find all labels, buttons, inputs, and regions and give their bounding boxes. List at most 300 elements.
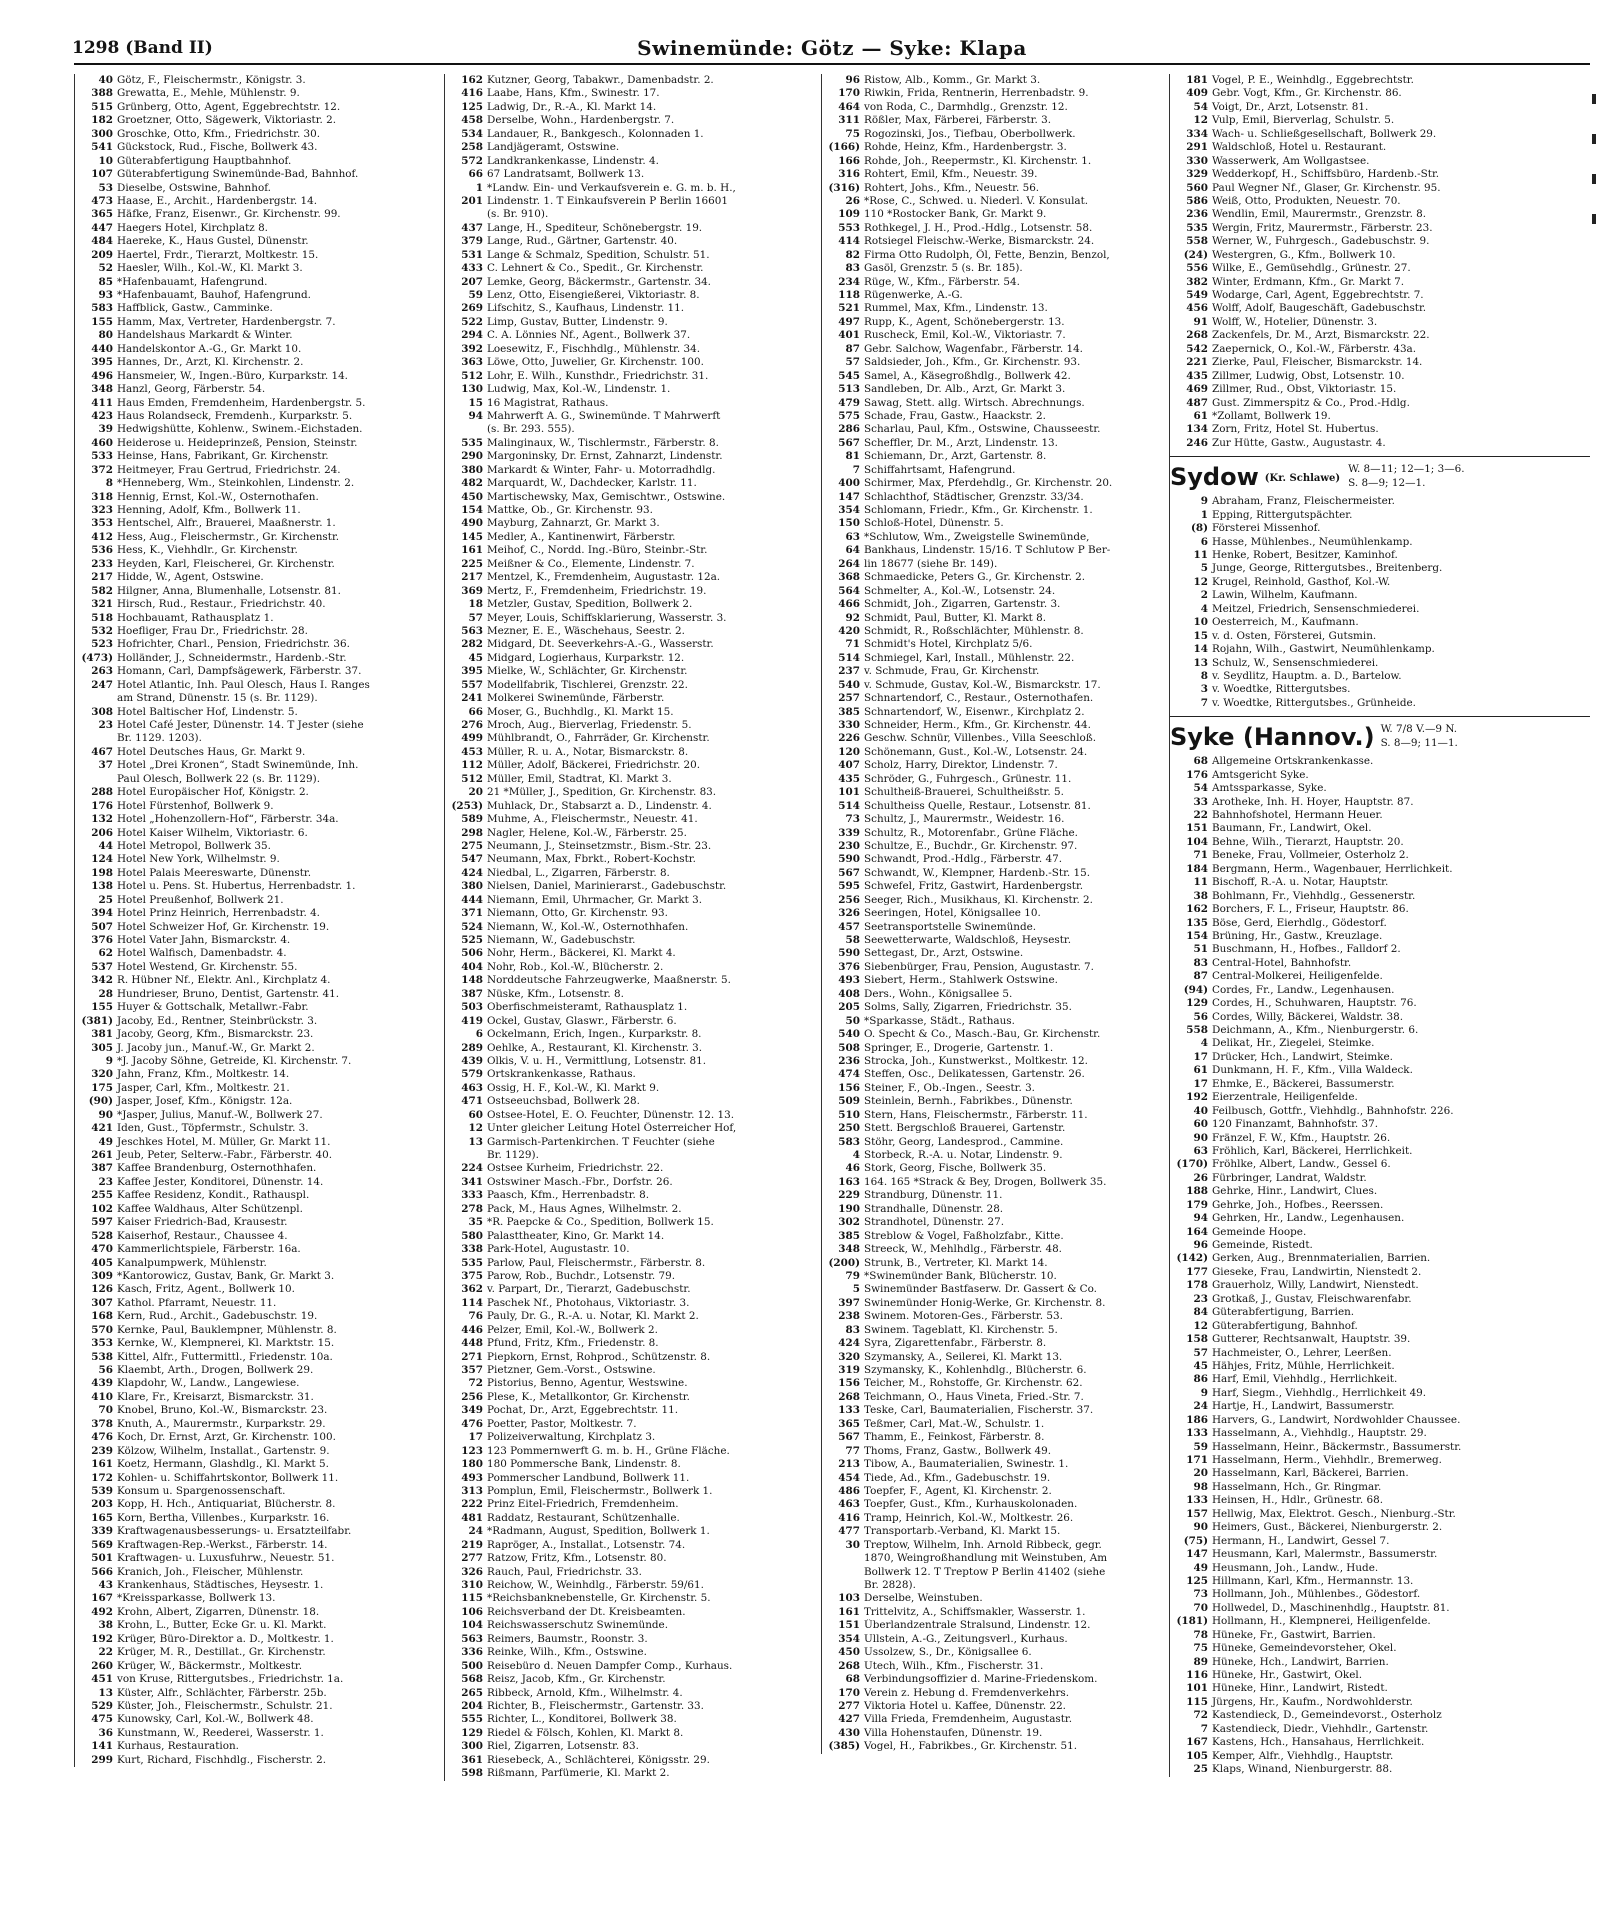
directory-entry [822, 397, 1165, 410]
phone-number: 305 [91, 1041, 113, 1054]
entry-text: Garmisch-Partenkirchen. T Feuchter (siehe [487, 1135, 715, 1148]
directory-entry [75, 128, 440, 141]
directory-entry [1170, 1239, 1590, 1252]
phone-number: 45 [468, 651, 483, 664]
directory-entry [1170, 1642, 1590, 1655]
phone-number: 290 [461, 450, 483, 463]
directory-entry [75, 732, 440, 745]
phone-number: 165 [91, 1511, 113, 1524]
directory-entry [1170, 1199, 1590, 1212]
directory-entry [445, 1068, 817, 1081]
entry-text: Streblow & Vogel, Faßholzfabr., Kitte. [864, 1229, 1064, 1242]
phone-number: 330 [1186, 154, 1208, 167]
directory-entry [75, 1525, 440, 1538]
directory-entry [822, 1243, 1165, 1256]
phone-number: 96 [1193, 1239, 1208, 1251]
phone-number: 58 [845, 934, 860, 946]
phone-number: 217 [461, 571, 483, 584]
entry-text: v. Schmude, Gustav, Kol.-W., Bismarckstr. 17. [864, 678, 1101, 691]
phone-number: 164 [1186, 1225, 1208, 1238]
phone-number: 11 [1193, 549, 1208, 561]
entry-text: Hess, K., Viehhdlr., Gr. Kirchenstr. [117, 544, 298, 557]
entry-text: Ristow, Alb., Komm., Gr. Markt 3. [864, 74, 1041, 86]
directory-entry [445, 961, 817, 974]
entry-text: Brüning, Hr., Gastw., Kreuzlage. [1212, 929, 1383, 942]
entry-text: Pfund, Fritz, Kfm., Friedenstr. 8. [487, 1337, 659, 1350]
entry-text: 120 Finanzamt, Bahnhofstr. 37. [1212, 1118, 1379, 1131]
directory-entry [75, 1351, 440, 1364]
directory-entry [445, 302, 817, 315]
directory-entry [75, 1364, 440, 1377]
phone-number: 409 [1186, 87, 1208, 100]
directory-entry [822, 1297, 1165, 1310]
entry-text: Tramp, Heinrich, Kol.-W., Moltkestr. 26. [864, 1511, 1074, 1524]
entry-text: Tibow, A., Baumaterialien, Swinestr. 1. [864, 1458, 1069, 1471]
entry-text: Strunk, B., Vertreter, Kl. Markt 14. [864, 1256, 1048, 1269]
directory-entry [1170, 222, 1590, 235]
directory-entry [822, 1700, 1165, 1713]
directory-entry [445, 1713, 817, 1726]
phone-number: 512 [461, 369, 483, 382]
edge-mark [1592, 94, 1596, 104]
phone-number: 451 [91, 1673, 113, 1686]
phone-number: 125 [461, 100, 483, 113]
entry-text: Grünberg, Otto, Agent, Eggebrechtstr. 12. [117, 100, 341, 113]
directory-entry [1170, 1709, 1590, 1722]
directory-entry [75, 1109, 440, 1122]
entry-text: Kittel, Alfr., Futtermittl., Friedenstr. 10a. [117, 1350, 333, 1363]
directory-entry [1170, 1185, 1590, 1198]
entry-text: Wendlin, Emil, Maurermstr., Grenzstr. 8. [1212, 208, 1427, 221]
entry-text: Teicher, M., Rohstoffe, Gr. Kirchenstr. 62. [864, 1377, 1083, 1390]
directory-entry [445, 1485, 817, 1498]
phone-number: (24) [1183, 248, 1208, 261]
directory-entry [75, 504, 440, 517]
phone-number: 130 [461, 383, 483, 396]
phone-number: 188 [1186, 1185, 1208, 1198]
directory-entry [822, 1539, 1165, 1552]
entry-text: Harvers, G., Landwirt, Nordwohlder Chaussee. [1212, 1413, 1461, 1426]
directory-entry [822, 880, 1165, 893]
phone-number: 66 [468, 168, 483, 181]
directory-entry [822, 638, 1165, 651]
entry-text: Nielsen, Daniel, Marinierarst., Gadebuschstr. [487, 880, 727, 893]
directory-entry [445, 1633, 817, 1646]
phone-number: 114 [461, 1296, 483, 1309]
phone-number: 56 [98, 1364, 113, 1376]
directory-entry [75, 1283, 440, 1296]
entry-text: Ludwig, Max, Kol.-W., Lindenstr. 1. [487, 383, 671, 396]
phone-number: 528 [91, 1229, 113, 1242]
entry-text: *J. Jacoby Söhne, Getreide, Kl. Kirchenstr. 7. [117, 1054, 352, 1067]
directory-entry [75, 692, 440, 705]
directory-entry [445, 1257, 817, 1270]
phone-number: 141 [91, 1740, 113, 1753]
phone-number: 547 [461, 853, 483, 866]
directory-entry [1170, 1548, 1590, 1561]
directory-entry [75, 1498, 440, 1511]
directory-entry [1170, 796, 1590, 809]
entry-text: Bollwerk 12. T Treptow P Berlin 41402 (siehe [864, 1565, 1106, 1578]
entry-text: Zierke, Paul, Fleischer, Bismarckstr. 14. [1212, 356, 1423, 369]
phone-number: 70 [1193, 1601, 1208, 1614]
directory-entry [445, 1055, 817, 1068]
phone-number: 536 [91, 544, 113, 557]
entry-text: Richter, L., Konditorei, Bollwerk 38. [487, 1713, 677, 1726]
phone-number: 440 [91, 342, 113, 355]
directory-entry [445, 692, 817, 705]
directory-entry [1170, 101, 1590, 114]
entry-text: Haffblick, Gastw., Camminke. [117, 302, 273, 315]
directory-entry [445, 195, 817, 208]
entry-text: Hamm, Max, Vertreter, Hardenbergstr. 7. [117, 315, 336, 328]
phone-number: 570 [91, 1323, 113, 1336]
directory-entry [1170, 670, 1590, 683]
entry-text: Haereke, K., Haus Gustel, Dünenstr. [117, 235, 309, 248]
directory-entry [1170, 536, 1590, 549]
directory-entry [445, 1740, 817, 1753]
directory-entry [445, 235, 817, 248]
phone-number: 311 [838, 114, 860, 127]
directory-entry [445, 853, 817, 866]
syke-heading [1170, 723, 1590, 751]
phone-number: 37 [98, 759, 113, 772]
phone-number: 341 [461, 1175, 483, 1188]
entry-text: Henning, Adolf, Kfm., Bollwerk 11. [117, 504, 301, 516]
directory-entry [75, 383, 440, 396]
entry-text: Derselbe, Weinstuben. [864, 1592, 983, 1605]
directory-entry [445, 356, 817, 369]
entry-text: Reimers, Baumstr., Roonstr. 3. [487, 1632, 648, 1645]
page-title: Swinemünde: Götz — Syke: Klapa [637, 36, 1027, 60]
entry-text: Mühlbrandt, O., Fahrräder, Gr. Kirchenstr. [487, 732, 710, 745]
directory-entry [75, 1001, 440, 1014]
directory-entry [822, 1673, 1165, 1686]
directory-entry [1170, 943, 1590, 956]
entry-text: Reinke, Wilh., Kfm., Ostswine. [487, 1646, 647, 1659]
entry-text: Försterei Missenhof. [1212, 522, 1321, 535]
entry-text: Verbindungsoffizier d. Marine-Friedenskom. [864, 1673, 1098, 1686]
entry-text: Böse, Gerd, Eierhdlg., Gödestorf. [1212, 916, 1387, 929]
entry-text: Zaepernick, O., Kol.-W., Färberstr. 43a. [1212, 342, 1417, 355]
directory-entry [445, 410, 817, 423]
entry-text: Thoms, Franz, Gastw., Bollwerk 49. [864, 1444, 1052, 1457]
entry-text: Hermann, H., Landwirt, Gessel 7. [1212, 1534, 1390, 1547]
directory-entry [1170, 1091, 1590, 1104]
entry-text: Heyden, Karl, Fleischerei, Gr. Kirchenstr. [117, 557, 335, 570]
directory-entry [75, 571, 440, 584]
directory-entry [822, 732, 1165, 745]
entry-text: Ussolzew, S., Dr., Königsallee 6. [864, 1646, 1032, 1659]
directory-entry [822, 504, 1165, 517]
entry-text: Hansmeier, W., Ingen.-Büro, Kurparkstr. 14. [117, 369, 348, 382]
directory-entry [1170, 1172, 1590, 1185]
entry-text: Krüger, W., Bäckermstr., Moltkestr. [117, 1659, 303, 1672]
phone-number: 166 [838, 154, 860, 167]
entry-text: Kaffee Residenz, Kondit., Rathauspl. [117, 1189, 310, 1202]
phone-number: 6 [475, 1028, 483, 1041]
directory-entry [1170, 1118, 1590, 1131]
phone-number: 155 [91, 1001, 113, 1014]
phone-number: 369 [461, 584, 483, 597]
directory-entry [445, 1162, 817, 1175]
entry-text: Metzler, Gustav, Spedition, Bollwerk 2. [487, 598, 693, 611]
entry-text: Hasselmann, Heinr., Bäckermstr., Bassumerstr. [1212, 1440, 1462, 1453]
phone-number: 219 [461, 1538, 483, 1551]
phone-number: 288 [91, 786, 113, 799]
entry-text: Polizeiverwaltung, Kirchplatz 3. [487, 1431, 656, 1444]
directory-entry [822, 1660, 1165, 1673]
phone-number: 531 [461, 248, 483, 261]
directory-entry [445, 141, 817, 154]
entry-text: Hotel Palais Meereswarte, Dünenstr. [117, 866, 312, 879]
directory-entry [1170, 356, 1590, 369]
directory-entry [445, 1404, 817, 1417]
phone-number: 500 [461, 1659, 483, 1672]
entry-text: (s. Br. 293. 555). [487, 423, 575, 436]
directory-entry [75, 302, 440, 315]
phone-number: 473 [91, 194, 113, 207]
entry-text: Dieselbe, Ostswine, Bahnhof. [117, 181, 271, 194]
phone-number: 339 [838, 826, 860, 839]
entry-text: Kaffee Waldhaus, Alter Schützenpl. [117, 1202, 303, 1215]
directory-entry [1170, 155, 1590, 168]
entry-text: Seeger, Rich., Musikhaus, Kl. Kirchenstr. 2. [864, 893, 1093, 906]
directory-entry [1170, 235, 1590, 248]
phone-number: 258 [461, 141, 483, 154]
entry-text: Br. 2828). [864, 1579, 916, 1591]
entry-text: Schmidt's Hotel, Kirchplatz 5/6. [864, 638, 1033, 651]
directory-entry [822, 517, 1165, 530]
directory-entry [75, 329, 440, 342]
entry-text: Medler, A., Kantinenwirt, Färberstr. [487, 530, 676, 543]
directory-entry [1170, 329, 1590, 342]
phone-number: 161 [461, 544, 483, 557]
phone-number: 120 [838, 745, 860, 758]
phone-number: 395 [91, 356, 113, 369]
phone-number: 133 [1186, 1427, 1208, 1440]
directory-entry [445, 827, 817, 840]
directory-entry [1170, 437, 1590, 450]
directory-entry [822, 585, 1165, 598]
directory-entry [822, 1525, 1165, 1538]
directory-entry [445, 1015, 817, 1028]
phone-number: 59 [468, 289, 483, 301]
directory-entry [822, 1203, 1165, 1216]
entry-text: Hilgner, Anna, Blumenhalle, Lotsenstr. 81. [117, 584, 341, 597]
directory-entry [822, 1512, 1165, 1525]
entry-text: Limp, Gustav, Butter, Lindenstr. 9. [487, 315, 668, 328]
directory-entry [822, 1015, 1165, 1028]
phone-number: 460 [91, 436, 113, 449]
entry-text: Bischoff, R.-A. u. Notar, Hauptstr. [1212, 876, 1389, 889]
directory-entry [822, 827, 1165, 840]
phone-number: 23 [98, 719, 113, 731]
phone-number: 222 [461, 1498, 483, 1511]
directory-entry [75, 1082, 440, 1095]
directory-entry [75, 1566, 440, 1579]
directory-entry [75, 531, 440, 544]
entry-text: Fürbringer, Landrat, Waldstr. [1212, 1171, 1367, 1184]
entry-text: *Henneberg, Wm., Steinkohlen, Lindenstr. 2. [117, 477, 355, 490]
phone-number: 54 [1193, 782, 1208, 795]
directory-entry [445, 1377, 817, 1390]
phone-number: 73 [1193, 1588, 1208, 1601]
phone-number: 241 [461, 692, 483, 705]
phone-number: 416 [838, 1511, 860, 1524]
directory-entry [75, 1512, 440, 1525]
entry-text: Park-Hotel, Augustastr. 10. [487, 1243, 630, 1256]
directory-entry [445, 880, 817, 893]
directory-entry [445, 1042, 817, 1055]
directory-entry [75, 1539, 440, 1552]
phone-number: (200) [828, 1256, 860, 1269]
phone-number: 555 [461, 1713, 483, 1726]
entry-text: Heitmeyer, Frau Gertrud, Friedrichstr. 24. [117, 463, 341, 476]
directory-entry [445, 638, 817, 651]
directory-entry [822, 1391, 1165, 1404]
directory-entry [822, 1270, 1165, 1283]
phone-number: 320 [838, 1350, 860, 1363]
directory-entry [75, 813, 440, 826]
phone-number: 192 [91, 1632, 113, 1645]
entry-text: Fröhlke, Albert, Landw., Gessel 6. [1212, 1158, 1391, 1171]
directory-entry [1170, 697, 1590, 710]
phone-number: 453 [461, 745, 483, 758]
phone-number: 535 [1186, 221, 1208, 234]
entry-text: Ockelmann, Erich, Ingen., Kurparkstr. 8. [487, 1028, 702, 1041]
phone-number: 87 [845, 342, 860, 355]
swinemuende-continuation [1170, 74, 1590, 450]
phone-number: 421 [91, 1122, 113, 1135]
directory-entry [75, 1257, 440, 1270]
phone-number: 207 [461, 275, 483, 288]
phone-number: 167 [91, 1592, 113, 1605]
entry-text: Schmelter, A., Kol.-W., Lotsenstr. 24. [864, 584, 1056, 597]
entry-text: Reichow, W., Weinhdlg., Färberstr. 59/61. [487, 1579, 704, 1591]
entry-text: (s. Br. 910). [487, 208, 549, 221]
directory-entry [75, 894, 440, 907]
phone-number: 12 [468, 1122, 483, 1135]
directory-entry [445, 1566, 817, 1579]
phone-number: 569 [91, 1538, 113, 1551]
directory-entry [75, 1579, 440, 1592]
entry-text: *Schlutow, Wm., Zweigstelle Swinemünde, [864, 530, 1090, 543]
phone-number: 90 [98, 1108, 113, 1121]
directory-entry [75, 195, 440, 208]
syke-hours-weekday: W. 7/8 V.—9 N. [1380, 723, 1458, 736]
directory-entry [1170, 836, 1590, 849]
phone-number: (75) [1183, 1534, 1208, 1547]
entry-text: *Sparkasse, Städt., Rathaus. [864, 1014, 1015, 1027]
phone-number: 457 [838, 920, 860, 933]
phone-number: 167 [1186, 1736, 1208, 1749]
directory-entry [75, 665, 440, 678]
directory-entry [75, 598, 440, 611]
directory-entry [75, 1458, 440, 1471]
entry-text: Szymansky, K., Kohlenhdlg., Blücherstr. 6. [864, 1364, 1087, 1376]
entry-text: Stöhr, Georg, Landesprod., Cammine. [864, 1135, 1064, 1148]
entry-text: Güterabfertigung, Barrien. [1212, 1306, 1355, 1319]
entry-text: Pomplun, Emil, Fleischermstr., Bollwerk 1. [487, 1484, 713, 1497]
phone-number: 80 [98, 329, 113, 342]
entry-text: Schloß-Hotel, Dünenstr. 5. [864, 517, 1004, 530]
phone-number: 75 [845, 127, 860, 140]
directory-entry [445, 74, 817, 87]
phone-number: 17 [1193, 1050, 1208, 1063]
entry-text: Drücker, Hch., Landwirt, Steimke. [1212, 1050, 1393, 1063]
phone-number: 50 [845, 1014, 860, 1027]
entry-text: Buschmann, H., Hofbes., Falldorf 2. [1212, 943, 1401, 956]
phone-number: 568 [461, 1673, 483, 1686]
phone-number: 397 [838, 1296, 860, 1309]
directory-entry [445, 1592, 817, 1605]
entry-text: Mezner, E. E., Wäschehaus, Seestr. 2. [487, 624, 685, 637]
phone-number: 4 [852, 1149, 860, 1161]
directory-entry [1170, 1562, 1590, 1575]
directory-entry [445, 840, 817, 853]
entry-text: Bohlmann, Fr., Viehhdlg., Gessenerstr. [1212, 889, 1416, 902]
phone-number: 23 [98, 1175, 113, 1188]
entry-text: Klare, Fr., Kreisarzt, Bismarckstr. 31. [117, 1390, 314, 1403]
entry-text: Toepfer, Gust., Kfm., Kurhauskolonaden. [864, 1498, 1078, 1511]
directory-entry [75, 477, 440, 490]
column-2 [444, 74, 817, 1781]
entry-text: Kaiserhof, Restaur., Chaussee 4. [117, 1229, 288, 1242]
entry-text: Gieseke, Frau, Landwirtin, Nienstedt 2. [1212, 1265, 1422, 1278]
directory-entry [75, 840, 440, 853]
entry-text: Weiß, Otto, Produkten, Neuestr. 70. [1212, 194, 1401, 207]
directory-entry [445, 1364, 817, 1377]
entry-text: Lemke, Georg, Bäckermstr., Gartenstr. 34. [487, 275, 711, 288]
directory-entry [822, 1579, 1165, 1592]
directory-entry [445, 1458, 817, 1471]
phone-number: 25 [1193, 1763, 1208, 1776]
phone-number: 566 [91, 1565, 113, 1578]
phone-number: 580 [461, 1229, 483, 1242]
directory-entry [75, 464, 440, 477]
phone-number: 411 [91, 396, 113, 409]
entry-text: 110 *Rostocker Bank, Gr. Markt 9. [864, 208, 1047, 221]
phone-number: 190 [838, 1202, 860, 1215]
phone-number: 20 [1193, 1467, 1208, 1480]
entry-text: Steiner, F., Ob.-Ingen., Seestr. 3. [864, 1081, 1035, 1094]
phone-number: 277 [838, 1699, 860, 1712]
phone-number: 433 [461, 262, 483, 275]
directory-entry [445, 1579, 817, 1592]
entry-text: Scharlau, Paul, Kfm., Ostswine, Chausseestr. [864, 423, 1101, 436]
directory-entry [822, 128, 1165, 141]
entry-text: Hotel Prinz Heinrich, Herrenbadstr. 4. [117, 907, 320, 920]
entry-text: Hotel Preußenhof, Bollwerk 21. [117, 893, 284, 906]
phone-number: 567 [838, 866, 860, 879]
directory-entry [822, 1431, 1165, 1444]
directory-entry [1170, 917, 1590, 930]
phone-number: 583 [91, 302, 113, 315]
entry-text: Ossig, H. F., Kol.-W., Kl. Markt 9. [487, 1081, 660, 1094]
page-edge-marks [1592, 74, 1600, 1874]
phone-number: 348 [91, 383, 113, 396]
entry-text: Hollmann, H., Klempnerei, Heiligenfelde. [1212, 1615, 1431, 1628]
phone-number: 12 [1193, 114, 1208, 127]
entry-text: Sawag, Stett. allg. Wirtsch. Abrechnungs. [864, 396, 1085, 409]
entry-text: Gasöl, Grenzstr. 5 (s. Br. 185). [864, 262, 1023, 275]
phone-number: 439 [91, 1377, 113, 1390]
entry-text: v. d. Osten, Försterei, Gutsmin. [1212, 629, 1377, 642]
entry-text: O. Specht & Co., Masch.-Bau, Gr. Kirchenstr. [864, 1028, 1101, 1041]
phone-number: 168 [91, 1310, 113, 1323]
directory-entry [445, 531, 817, 544]
